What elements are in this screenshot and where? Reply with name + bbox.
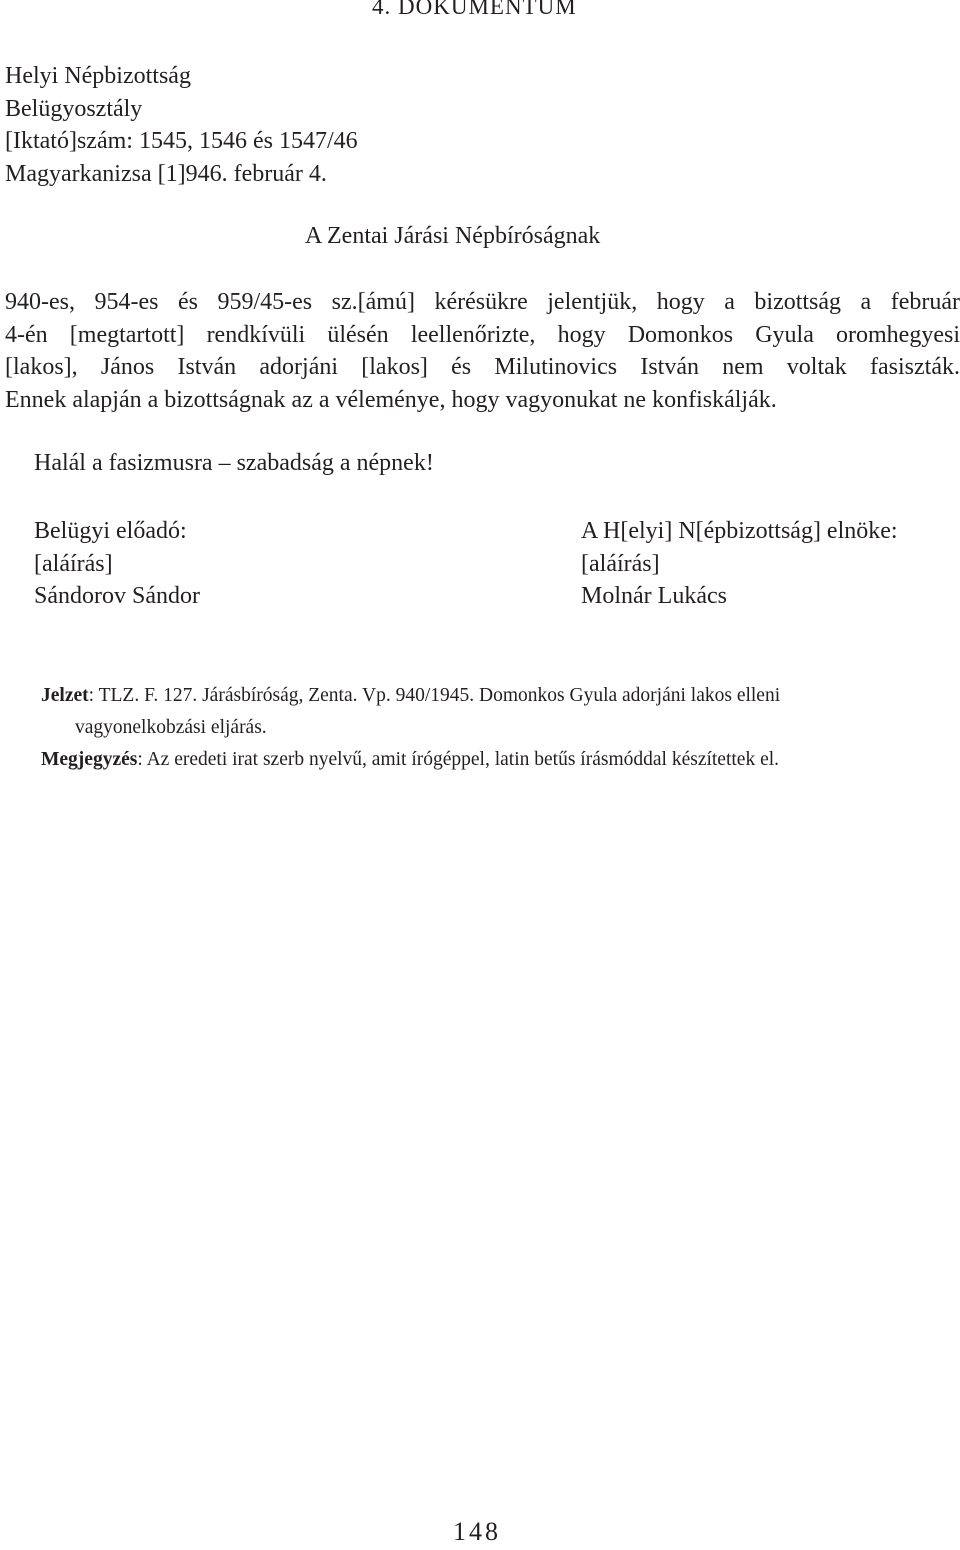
jelzet-label: Jelzet <box>41 685 89 706</box>
header-line-place-date: Magyarkanizsa [1]946. február 4. <box>5 160 327 187</box>
jelzet-text: : TLZ. F. 127. Járásbíróság, Zenta. Vp. 940/1945. Domonkos Gyula adorjáni lakos elleni <box>88 685 781 706</box>
document-heading: 4. DOKUMENTUM <box>372 0 577 19</box>
body-line: [lakos], János István adorjáni [lakos] és Milutinovics István nem voltak fasiszták. <box>5 354 960 380</box>
signatory-name: Molnár Lukács <box>581 583 727 609</box>
signature-placeholder: [aláírás] <box>581 550 660 577</box>
jelzet-note <box>41 680 956 744</box>
body-paragraph <box>5 286 960 416</box>
body-line: Ennek alapján a bizottságnak az a véleménye, hogy vagyonukat ne konfiskálják. <box>5 386 777 413</box>
header-line-department: Belügyosztály <box>5 95 143 122</box>
header-line-reference-number: [Iktató]szám: 1545, 1546 és 1547/46 <box>5 128 358 154</box>
archival-notes <box>41 680 956 776</box>
signature-title: Belügyi előadó: <box>34 518 187 544</box>
page-number: 148 <box>453 1517 501 1546</box>
header-line-office: Helyi Népbizottság <box>5 63 191 89</box>
jelzet-text-continued: vagyonelkobzási eljárás. <box>75 717 267 738</box>
slogan: Halál a fasizmusra – szabadság a népnek! <box>34 450 434 476</box>
megjegyzes-label: Megjegyzés <box>41 749 138 770</box>
signature-title: A H[elyi] N[épbizottság] elnöke: <box>581 518 898 544</box>
signatory-name: Sándorov Sándor <box>34 583 200 609</box>
signature-block-right <box>581 515 898 613</box>
megjegyzes-text: : Az eredeti irat szerb nyelvű, amit írógéppel, latin betűs írásmóddal készítettek el. <box>137 749 780 770</box>
body-line: 940-es, 954-es és 959/45-es sz.[ámú] kérésükre jelentjük, hogy a bizottság a február <box>5 289 960 315</box>
document-header <box>5 60 358 190</box>
signature-placeholder: [aláírás] <box>34 550 113 577</box>
addressee: A Zentai Járási Népbíróságnak <box>305 223 601 249</box>
signature-block-left <box>34 515 200 613</box>
megjegyzes-note <box>41 744 956 776</box>
body-line: 4-én [megtartott] rendkívüli ülésén leellenőrizte, hogy Domonkos Gyula oromhegyesi <box>5 321 960 348</box>
